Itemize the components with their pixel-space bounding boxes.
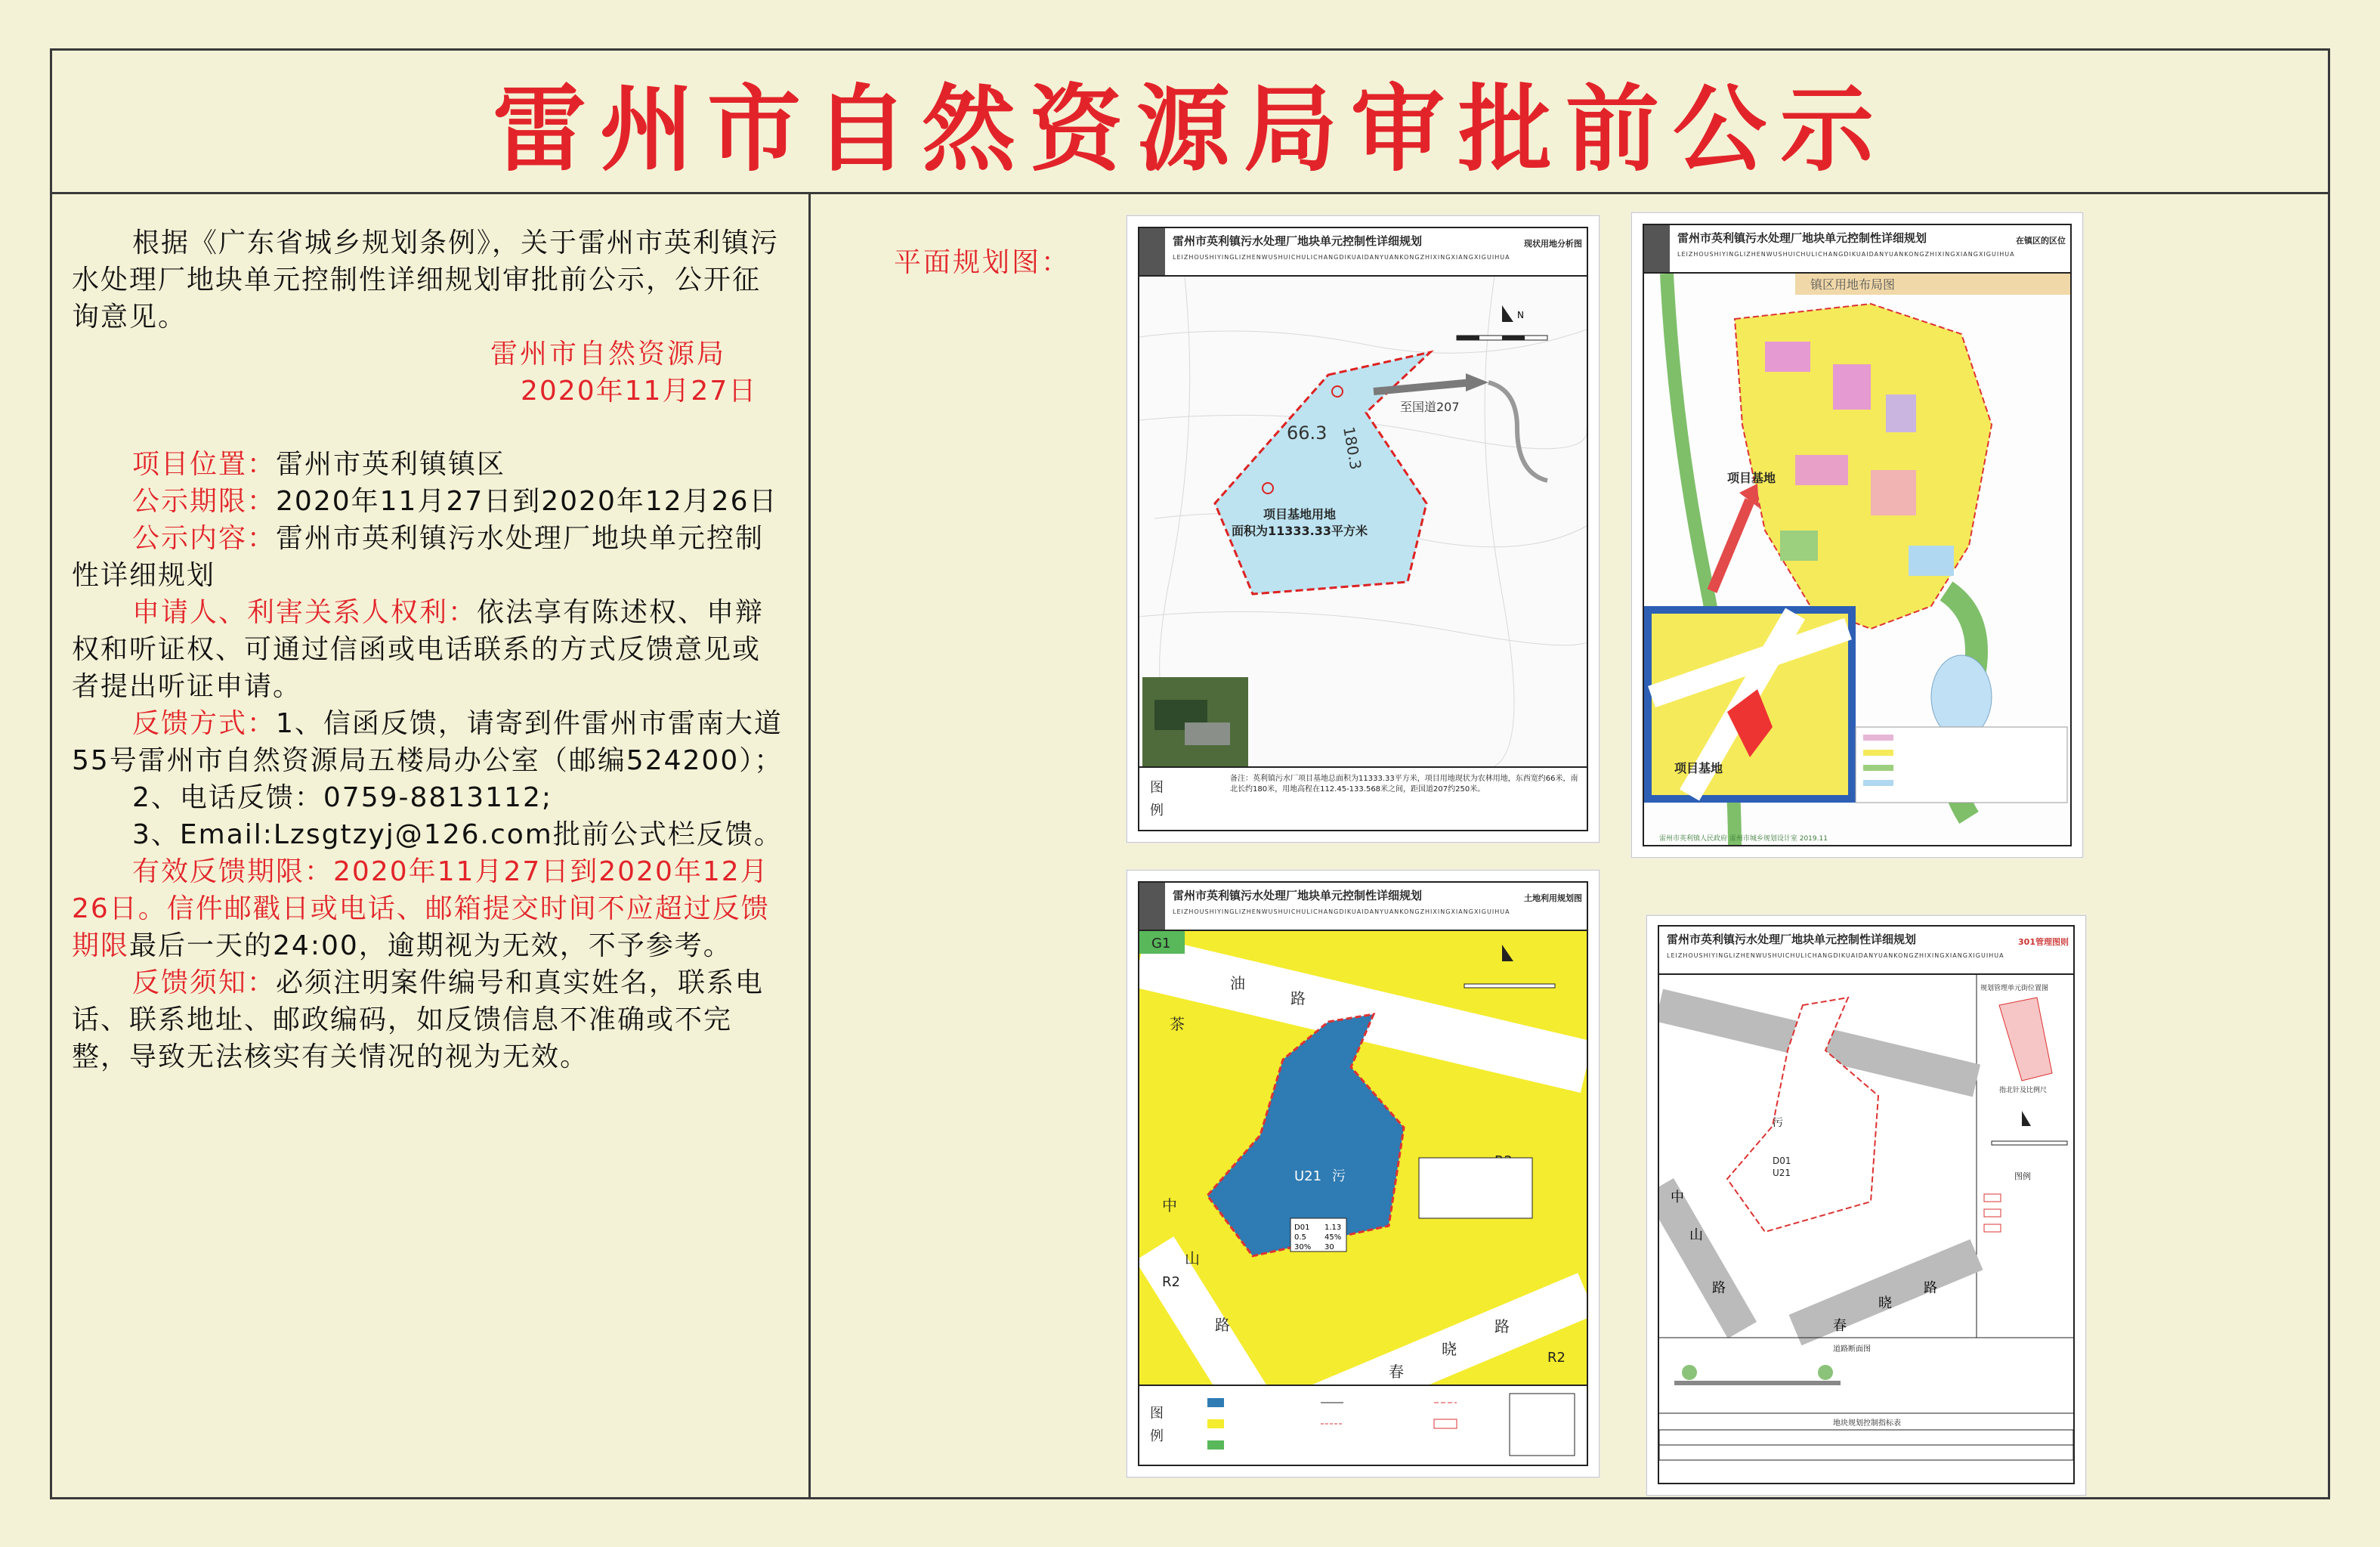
- map-header: [1139, 883, 1587, 931]
- road-char-5: 山: [1185, 1249, 1200, 1267]
- side-title: 规划管理单元街位置图: [1980, 985, 2049, 992]
- feedback-item-2: 2、电话反馈：0759-8813112;: [132, 782, 552, 813]
- plan-label: 平面规划图：: [894, 247, 1071, 278]
- feedback-item-3: 3、Email:Lzsgtzyj@126.com批前公式栏反馈。: [132, 819, 783, 850]
- svg-text:春: 春: [1833, 1318, 1847, 1334]
- land-use-drawing: [1139, 931, 1587, 1406]
- management-drawing: [1659, 975, 2073, 1477]
- page-title: 雷州市自然资源局审批前公示: [492, 75, 1887, 184]
- map-management[interactable]: [1646, 915, 2086, 1496]
- feedback-method-line: [72, 705, 787, 779]
- map-tag: 现状用地分析图: [1524, 239, 1582, 249]
- road-char-4: 中: [1162, 1196, 1177, 1214]
- legend-label: 图例: [1150, 1406, 1164, 1444]
- area-value: 面积为11333.33平方米: [1231, 524, 1368, 538]
- map-tag: 在镇区的区位: [2016, 236, 2066, 246]
- map-title: 雷州市英利镇污水处理厂地块单元控制性详细规划: [1173, 889, 1423, 902]
- control-table-title: 地块规划控制指标表: [1833, 1419, 1901, 1428]
- side-subtitle: 指北针及比例尺: [1999, 1087, 2048, 1094]
- location-line: [72, 446, 787, 483]
- notice-board: [50, 48, 2330, 1499]
- land-label-u21: U21: [1294, 1168, 1322, 1184]
- legend-label: 图例: [1150, 780, 1164, 818]
- map-title-pinyin: LEIZHOUSHIYINGLIZHENWUSHUICHULICHANGDIKUAIDANYUANKONGZHIXINGXIANGXIGUIHUA: [1677, 251, 2015, 258]
- notice-line: [72, 964, 787, 1075]
- map-title: 雷州市英利镇污水处理厂地块单元控制性详细规划: [1667, 933, 1917, 946]
- map-footer: [1139, 1385, 1587, 1465]
- feedback-item-1: 1、信函反馈，请寄到件雷州市雷南大道55号雷州市自然资源局五楼局办公室（邮编524200）；: [72, 708, 784, 776]
- road-label: 至国道207: [1400, 400, 1460, 414]
- svg-text:山: 山: [1689, 1227, 1703, 1243]
- signature-date: 2020年11月27日: [521, 376, 758, 407]
- period-value: 2020年11月27日到2020年12月26日: [276, 486, 778, 517]
- map-tag: 301管理图则: [2018, 937, 2069, 947]
- location-value: 雷州市英利镇镇区: [276, 449, 506, 480]
- road-char-8: 晓: [1442, 1340, 1457, 1358]
- road-char-6: 路: [1215, 1316, 1230, 1334]
- rights-line: [72, 594, 787, 705]
- svg-text:路: 路: [1924, 1280, 1937, 1296]
- inset-base-label: 项目基地: [1674, 761, 1723, 775]
- map-header: [1644, 225, 2070, 274]
- land-label-r2-c: R2: [1547, 1350, 1566, 1366]
- legend-label: 图例: [2014, 1171, 2031, 1181]
- rights-label: 申请人、利害关系人权利：: [132, 597, 478, 628]
- map-township-location[interactable]: [1631, 212, 2083, 858]
- svg-text:30: 30: [1324, 1243, 1334, 1252]
- valid-period-red: 2020年11月27日到2020年12月26日。信件邮戳日或电话、邮箱提交时间不应超过反馈期限: [72, 856, 770, 961]
- intro-paragraph: 根据《广东省城乡规划条例》，关于雷州市英利镇污水处理厂地块单元控制性详细规划审批前公示，公开征询意见。: [72, 227, 780, 333]
- svg-text:路: 路: [1712, 1280, 1726, 1296]
- feedback-method-label: 反馈方式：: [132, 708, 277, 739]
- period-label: 公示期限：: [132, 486, 277, 517]
- map-title: 雷州市英利镇污水处理厂地块单元控制性详细规划: [1173, 234, 1423, 248]
- road-char-7: 春: [1389, 1363, 1404, 1381]
- section-title: 道路断面图: [1833, 1345, 1871, 1354]
- road-char-3: 茶: [1170, 1015, 1185, 1033]
- map-header: [1659, 927, 2073, 975]
- content-label: 公示内容：: [132, 523, 277, 554]
- content-line: [72, 520, 787, 594]
- road-char-2: 路: [1290, 989, 1306, 1007]
- map-note: 备注：英利镇污水厂项目基地总面积为11333.33平方米，项目用地现状为农林用地，东西宽约66米，南北长约180米，用地高程在112.45-133.568米之间，距国道207约250米。: [1230, 775, 1578, 794]
- dim-height: 180.3: [1340, 425, 1365, 472]
- land-label-sewage: 污: [1332, 1168, 1346, 1184]
- svg-text:N: N: [1517, 310, 1524, 320]
- current-status-drawing: [1139, 277, 1587, 769]
- township-footer: 雷州市英利镇人民政府 雷州市城乡规划设计室 2019.11: [1659, 835, 1828, 843]
- township-subtitle: 镇区用地布局图: [1810, 277, 1896, 292]
- area-label: 项目基地用地: [1263, 507, 1337, 521]
- svg-text:0.5: 0.5: [1294, 1233, 1306, 1242]
- map-title-pinyin: LEIZHOUSHIYINGLIZHENWUSHUICHULICHANGDIKUAIDANYUANKONGZHIXINGXIANGXIGUIHUA: [1173, 254, 1510, 261]
- svg-text:45%: 45%: [1324, 1233, 1342, 1242]
- valid-period-label: 有效反馈期限：: [132, 856, 334, 887]
- valid-period-line: [72, 853, 787, 964]
- map-title-pinyin: LEIZHOUSHIYINGLIZHENWUSHUICHULICHANGDIKUAIDANYUANKONGZHIXINGXIANGXIGUIHUA: [1173, 908, 1510, 915]
- svg-text:30%: 30%: [1294, 1243, 1312, 1252]
- svg-text:晓: 晓: [1878, 1295, 1892, 1311]
- mgmt-label-u21: U21: [1773, 1168, 1791, 1178]
- road-char-1: 油: [1230, 974, 1245, 992]
- rights-value: 依法享有陈述权、申辩权和听证权、可通过信函或电话联系的方式反馈意见或者提出听证申请。: [72, 597, 765, 702]
- plan-column: [811, 194, 2328, 1497]
- map-land-use[interactable]: [1127, 870, 1600, 1477]
- mgmt-label-d01: D01: [1773, 1156, 1791, 1166]
- svg-text:D01: D01: [1294, 1224, 1310, 1232]
- map-title: 雷州市英利镇污水处理厂地块单元控制性详细规划: [1677, 231, 1927, 245]
- location-label: 项目位置：: [132, 449, 277, 480]
- map-tag: 土地利用规划图: [1524, 893, 1582, 903]
- land-label-r2-b: R2: [1162, 1274, 1180, 1290]
- map-header: [1139, 228, 1587, 277]
- mgmt-label-sewage: 污: [1773, 1117, 1783, 1129]
- svg-text:中: 中: [1671, 1190, 1684, 1205]
- road-char-9: 路: [1494, 1317, 1510, 1335]
- notice-text-column: [52, 194, 811, 1497]
- content-value: 雷州市英利镇污水处理厂地块单元控制性详细规划: [72, 523, 765, 591]
- dim-width: 66.3: [1287, 422, 1328, 444]
- base-label: 项目基地: [1727, 471, 1776, 485]
- period-line: [72, 483, 787, 520]
- title-bar: [52, 51, 2328, 194]
- signature-org: 雷州市自然资源局: [490, 339, 727, 370]
- notice-label: 反馈须知：: [132, 967, 277, 998]
- map-current-status[interactable]: [1127, 215, 1600, 843]
- land-label-g1: G1: [1151, 936, 1171, 951]
- map-footer: [1139, 766, 1587, 830]
- svg-text:1.13: 1.13: [1324, 1224, 1342, 1232]
- valid-period-black: 最后一天的24:00，逾期视为无效，不予参考。: [129, 930, 732, 961]
- notice-value: 必须注明案件编号和真实姓名，联系电话、联系地址、邮政编码，如反馈信息不准确或不完整，导致无法核实有关情况的视为无效。: [72, 967, 765, 1072]
- map-title-pinyin: LEIZHOUSHIYINGLIZHENWUSHUICHULICHANGDIKUAIDANYUANKONGZHIXINGXIANGXIGUIHUA: [1667, 952, 2004, 959]
- township-drawing: [1644, 274, 2070, 846]
